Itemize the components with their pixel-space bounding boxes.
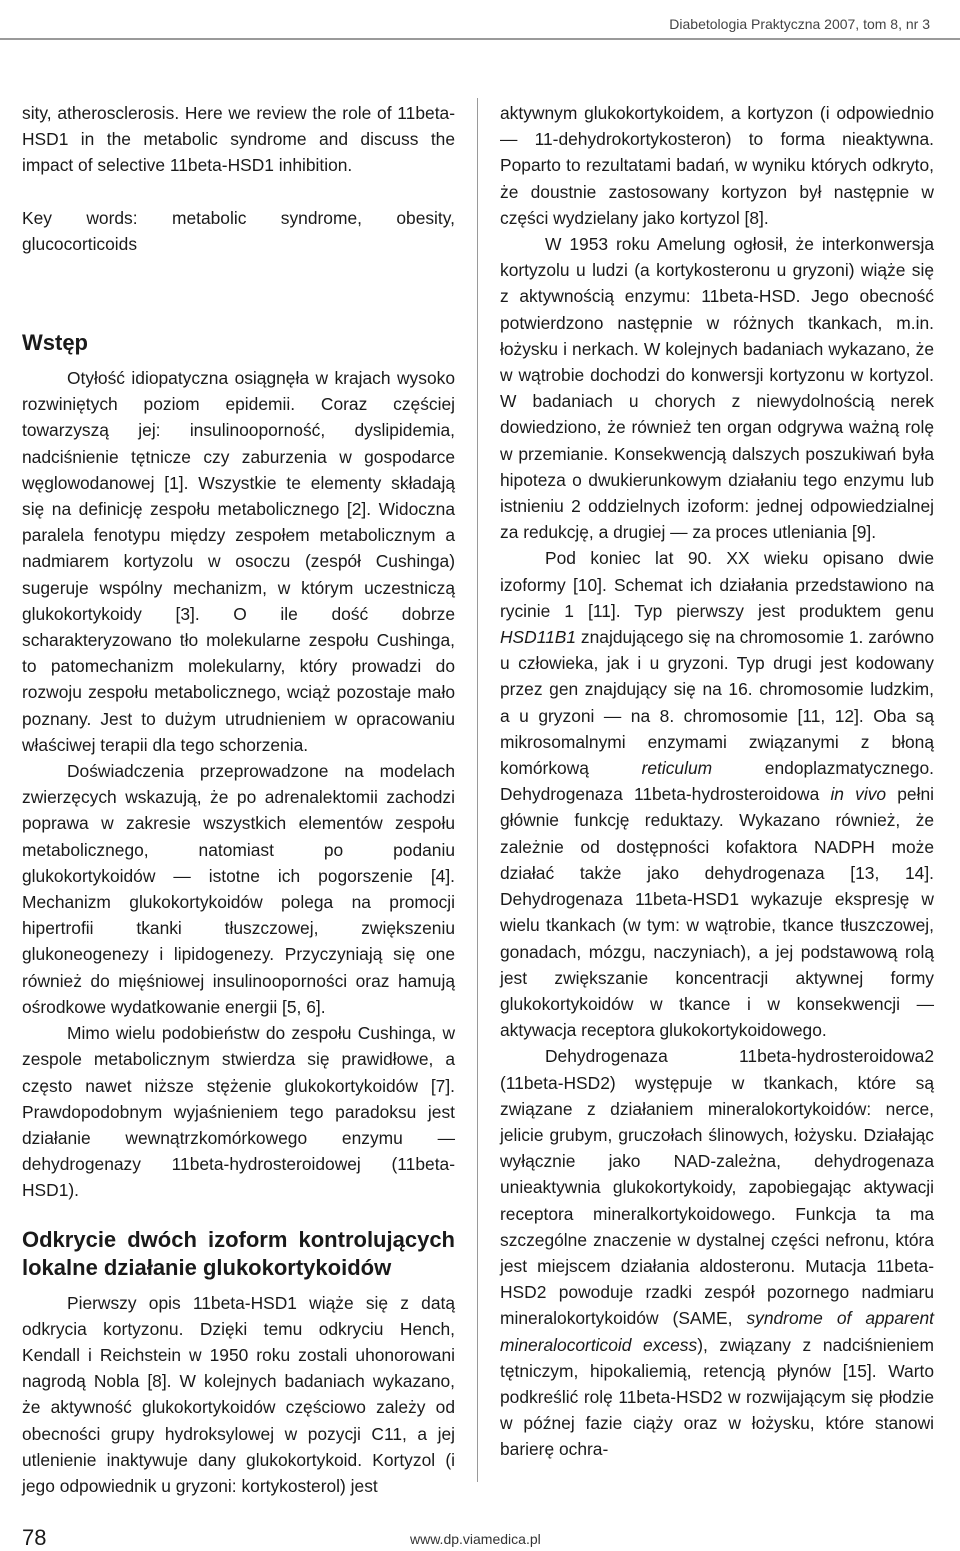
keywords: Key words: metabolic syndrome, obesity, glucocorticoids: [22, 207, 455, 254]
abstract-end: sity, atherosclerosis. Here we review the role of 11beta-HSD1 in the metabolic syndrome and discuss the impact of selective 11beta-HSD1 inhibition.: [22, 103, 455, 176]
right-column: [500, 100, 934, 1463]
footer-url[interactable]: www.dp.viamedica.pl: [410, 1531, 541, 1547]
section-heading-isoforms: Odkrycie dwóch izoform kontrolujących lokalne działanie glukokortykoidów: [22, 1226, 455, 1280]
paragraph: [500, 1043, 934, 1462]
text-run: Dehydrogenaza 11beta-hydrosteroidowa2 (11beta-HSD2) występuje w tkankach, które są związane z działaniem mineralokortykoidów: nerce, jelicie grubym, gruczołach ślinowych, łożysku. Działając wyłącznie jako NAD-zależna, dehydrogenaza unieaktywnia glukokortykoidy, zapobiegając aktywacji receptora mineralkortykoidowego. Funkcja ta ma szczególne znaczenie w dystalnej części nefronu, która jest miejscem działania aldosteronu. Mutacja 11beta-HSD2 powoduje rzadki zespół pozornego nadmiaru mineralokortykoidów (SAME,: [500, 1046, 934, 1329]
paragraph: aktywnym glukokortykoidem, a kortyzon (i odpowiednio — 11-dehydrokortykosteron) to forma nieaktywna. Poparto to rezultatami badań, w wyniku których odkryto, że doustnie zastosowany kortyzon był następnie w części wydzielany jako kortyzol [8].: [500, 103, 934, 228]
text-run: endoplazmatycznego. Dehydrogenaza 11beta-hydrosteroidowa: [500, 758, 934, 805]
page-number: 78: [22, 1525, 47, 1550]
paragraph: Doświadczenia przeprowadzone na modelach zwierzęcych wskazują, że po adrenalektomii zachodzi poprawa w zakresie wszystkich elementów zespołu metabolicznego, natomiast po podaniu glukokortykoidów — istotne ich pogorszenie [4]. Mechanizm glukokortykoidów polega na promocji hipertrofii tkanki tłuszczowej, zwiększeniu glukoneogenezy i lipidogenezy. Przyczyniają się one również do mięśniowej insulinooporności oraz hamują ośrodkowe wydatkowanie energii [5, 6].: [22, 761, 455, 1017]
paragraph: [500, 545, 934, 1043]
header-rule: [0, 38, 960, 40]
left-column: [22, 100, 455, 1499]
text-run: Pod koniec lat 90. XX wieku opisano dwie izoformy [10]. Schemat ich działania przedstawiono na rycinie 1 [11]. Typ pierwszy jest produktem genu: [500, 548, 934, 621]
paragraph: W 1953 roku Amelung ogłosił, że interkonwersja kortyzolu u ludzi (a kortykosteronu u gryzoni) wiąże się z aktywnością enzymu: 11beta-HSD. Jego obecność potwierdzono następnie w różnych tkankach, m.in. łożysku i nerkach. W kolejnych badaniach wykazano, że w wątrobie dochodzi do konwersji kortyzonu w kortyzol. W badaniach u chorych z niewydolnością nerek dowiedziono, że również ten organ odgrywa ważną rolę w przemianie. Konsekwencją dalszych poszukiwań była hipoteza o dwukierunkowym działaniu tego enzymu lub istnieniu 2 oddzielnych izoform: jednej odpowiedzialnej za redukcję, a drugiej — za proces utleniania [9].: [500, 234, 934, 543]
syndrome-name: syndrome of apparent mineralocorticoid excess: [500, 1308, 934, 1355]
latin-term: in vivo: [830, 784, 887, 805]
gene-name: HSD11B1: [500, 627, 577, 648]
column-divider: [477, 98, 478, 1482]
text-run: pełni głównie funkcję reduktazy. Wykazano również, że zależnie od dostępności kofaktora NADPH może działać także jako dehydrogenaza [13, 14]. Dehydrogenaza 11beta-HSD1 wykazuje ekspresję w wielu tkankach (w tym: w wątrobie, tkance tłuszczowej, gonadach, mózgu, naczyniach), a jej podstawową rolą jest zwiększanie koncentracji aktywnej formy glukokortykoidów w tkance i w konsekwencji — aktywacja receptora glukokortykoidowego.: [500, 784, 934, 1041]
text-run: znajdującego się na chromosomie 1. zarówno u człowieka, jak i u gryzoni. Typ drugi jest kodowany przez gen znajdujący się na 16. chromosomie ludzkim, a u gryzoni — na 8. chromosomie [11, 12]. Oba są mikrosomalnymi enzymami związanymi z błoną komórkową: [500, 627, 934, 779]
paragraph: Pierwszy opis 11beta-HSD1 wiąże się z datą odkrycia kortyzonu. Dzięki temu odkryciu Hench, Kendall i Reichstein w 1950 roku zostali uhonorowani nagrodą Nobla [8]. W kolejnych badaniach wykazano, że aktywność glukokortykoidów częściowo zależy od obecności grupy hydroksylowej w pozycji C11, a jej utlenienie inaktywuje dany glukokortykoid. Kortyzol (i jego odpowiednik u gryzoni: kortykosterol) jest: [22, 1292, 455, 1496]
text-run: ), związany z nadciśnieniem tętniczym, hipokaliemią, retencją płynów [15]. Warto podkreślić rolę 11beta-HSD2 w rozwijającym się płodzie w późnej fazie ciąży oraz w łożysku, które stanowi barierę ochra-: [500, 1334, 935, 1460]
latin-term: reticulum: [641, 758, 713, 779]
paragraph: Otyłość idiopatyczna osiągnęła w krajach wysoko rozwiniętych poziom epidemii. Coraz częściej towarzyszą jej: insulinooporność, dyslipidemia, nadciśnienie tętnicze czy zaburzenia w gospodarce węglowodanowej [1]. Wszystkie te elementy składają się na definicję zespołu metabolicznego [2]. Widoczna paralela fenotypu między zespołem metabolicznym a nadmiarem kortyzolu w osoczu (zespół Cushinga) sugeruje wspólny mechanizm, w którym uczestniczą glukokortykoidy [3]. O ile dość dobrze scharakteryzowano tło molekularne zespołu Cushinga, to patomechanizm molekularny, który prowadzi do rozwoju zespołu metabolicznego, wciąż pozostaje mało poznany. Jest to dużym utrudnieniem w opracowaniu właściwej terapii dla tego schorzenia.: [22, 368, 455, 755]
journal-header: Diabetologia Praktyczna 2007, tom 8, nr 3: [669, 16, 930, 32]
paragraph: Mimo wielu podobieństw do zespołu Cushinga, w zespole metabolicznym stwierdza się prawidłowe, a często nawet niższe stężenie glukokortykoidów [7]. Prawdopodobnym wyjaśnieniem tego paradoksu jest działanie wewnątrzkomórkowego enzymu — dehydrogenazy 11beta-hydrosteroidowej (11beta-HSD1).: [22, 1023, 455, 1201]
section-heading-intro: Wstęp: [22, 330, 88, 356]
